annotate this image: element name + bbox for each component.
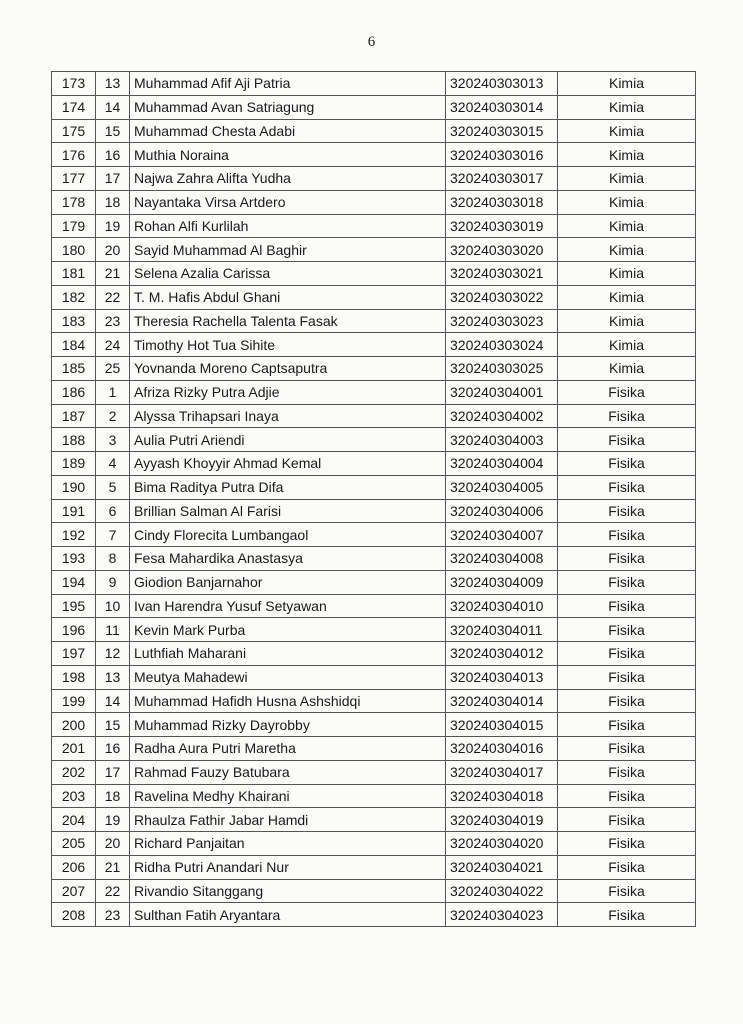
study-program-cell: Fisika (558, 760, 696, 784)
student-id-cell: 320240304023 (446, 903, 558, 927)
program-index-cell: 16 (96, 737, 130, 761)
program-index-cell: 8 (96, 547, 130, 571)
student-name-cell: Muhammad Hafidh Husna Ashshidqi (130, 689, 446, 713)
table-row (52, 665, 696, 689)
program-index-cell: 24 (96, 333, 130, 357)
study-program-cell: Kimia (558, 190, 696, 214)
student-name-cell: Rhaulza Fathir Jabar Hamdi (130, 808, 446, 832)
student-name-cell: Sayid Muhammad Al Baghir (130, 238, 446, 262)
student-id-cell: 320240304020 (446, 832, 558, 856)
student-id-cell: 320240304008 (446, 547, 558, 571)
row-number-cell: 195 (52, 594, 96, 618)
table-row (52, 879, 696, 903)
study-program-cell: Fisika (558, 903, 696, 927)
student-name-cell: Rohan Alfi Kurlilah (130, 214, 446, 238)
student-id-cell: 320240303021 (446, 262, 558, 286)
student-id-cell: 320240303014 (446, 95, 558, 119)
study-program-cell: Fisika (558, 428, 696, 452)
study-program-cell: Kimia (558, 143, 696, 167)
program-index-cell: 23 (96, 309, 130, 333)
student-id-cell: 320240304012 (446, 642, 558, 666)
row-number-cell: 178 (52, 190, 96, 214)
row-number-cell: 173 (52, 72, 96, 96)
student-name-cell: Aulia Putri Ariendi (130, 428, 446, 452)
row-number-cell: 176 (52, 143, 96, 167)
row-number-cell: 192 (52, 523, 96, 547)
study-program-cell: Kimia (558, 357, 696, 381)
student-name-cell: Timothy Hot Tua Sihite (130, 333, 446, 357)
table-row (52, 190, 696, 214)
program-index-cell: 13 (96, 72, 130, 96)
student-name-cell: Muhammad Avan Satriagung (130, 95, 446, 119)
program-index-cell: 17 (96, 167, 130, 191)
table-row (52, 737, 696, 761)
student-name-cell: Radha Aura Putri Maretha (130, 737, 446, 761)
program-index-cell: 18 (96, 190, 130, 214)
study-program-cell: Kimia (558, 238, 696, 262)
table-row (52, 452, 696, 476)
table-row (52, 808, 696, 832)
row-number-cell: 182 (52, 285, 96, 309)
student-name-cell: Brillian Salman Al Farisi (130, 499, 446, 523)
row-number-cell: 185 (52, 357, 96, 381)
study-program-cell: Fisika (558, 832, 696, 856)
student-id-cell: 320240304016 (446, 737, 558, 761)
row-number-cell: 200 (52, 713, 96, 737)
student-name-cell: Bima Raditya Putra Difa (130, 475, 446, 499)
program-index-cell: 6 (96, 499, 130, 523)
row-number-cell: 197 (52, 642, 96, 666)
program-index-cell: 23 (96, 903, 130, 927)
row-number-cell: 180 (52, 238, 96, 262)
student-id-cell: 320240303019 (446, 214, 558, 238)
table-row (52, 903, 696, 927)
student-name-cell: Luthfiah Maharani (130, 642, 446, 666)
table-row (52, 689, 696, 713)
program-index-cell: 19 (96, 214, 130, 238)
table-row (52, 855, 696, 879)
student-name-cell: Sulthan Fatih Aryantara (130, 903, 446, 927)
student-id-cell: 320240304011 (446, 618, 558, 642)
row-number-cell: 194 (52, 570, 96, 594)
study-program-cell: Fisika (558, 499, 696, 523)
study-program-cell: Fisika (558, 380, 696, 404)
study-program-cell: Fisika (558, 855, 696, 879)
row-number-cell: 206 (52, 855, 96, 879)
student-id-cell: 320240304021 (446, 855, 558, 879)
study-program-cell: Fisika (558, 452, 696, 476)
student-name-cell: T. M. Hafis Abdul Ghani (130, 285, 446, 309)
row-number-cell: 204 (52, 808, 96, 832)
program-index-cell: 22 (96, 285, 130, 309)
program-index-cell: 12 (96, 642, 130, 666)
study-program-cell: Fisika (558, 808, 696, 832)
student-name-cell: Richard Panjaitan (130, 832, 446, 856)
student-id-cell: 320240304002 (446, 404, 558, 428)
table-row (52, 333, 696, 357)
study-program-cell: Fisika (558, 404, 696, 428)
study-program-cell: Fisika (558, 547, 696, 571)
study-program-cell: Kimia (558, 119, 696, 143)
student-name-cell: Alyssa Trihapsari Inaya (130, 404, 446, 428)
student-id-cell: 320240304018 (446, 784, 558, 808)
table-row (52, 95, 696, 119)
study-program-cell: Kimia (558, 167, 696, 191)
study-program-cell: Fisika (558, 784, 696, 808)
program-index-cell: 22 (96, 879, 130, 903)
table-row (52, 404, 696, 428)
student-name-cell: Meutya Mahadewi (130, 665, 446, 689)
program-index-cell: 20 (96, 238, 130, 262)
table-row (52, 475, 696, 499)
table-row (52, 642, 696, 666)
student-id-cell: 320240303013 (446, 72, 558, 96)
student-name-cell: Rahmad Fauzy Batubara (130, 760, 446, 784)
row-number-cell: 198 (52, 665, 96, 689)
row-number-cell: 179 (52, 214, 96, 238)
study-program-cell: Fisika (558, 475, 696, 499)
study-program-cell: Fisika (558, 523, 696, 547)
student-roster-table (51, 71, 696, 927)
student-name-cell: Theresia Rachella Talenta Fasak (130, 309, 446, 333)
row-number-cell: 183 (52, 309, 96, 333)
program-index-cell: 1 (96, 380, 130, 404)
row-number-cell: 177 (52, 167, 96, 191)
program-index-cell: 21 (96, 855, 130, 879)
student-id-cell: 320240303017 (446, 167, 558, 191)
student-id-cell: 320240303022 (446, 285, 558, 309)
student-id-cell: 320240304014 (446, 689, 558, 713)
row-number-cell: 196 (52, 618, 96, 642)
student-name-cell: Muhammad Chesta Adabi (130, 119, 446, 143)
program-index-cell: 13 (96, 665, 130, 689)
program-index-cell: 25 (96, 357, 130, 381)
study-program-cell: Fisika (558, 689, 696, 713)
table-row (52, 618, 696, 642)
student-name-cell: Giodion Banjarnahor (130, 570, 446, 594)
row-number-cell: 193 (52, 547, 96, 571)
student-name-cell: Ivan Harendra Yusuf Setyawan (130, 594, 446, 618)
row-number-cell: 202 (52, 760, 96, 784)
study-program-cell: Kimia (558, 309, 696, 333)
table-row (52, 594, 696, 618)
table-row (52, 309, 696, 333)
row-number-cell: 203 (52, 784, 96, 808)
student-name-cell: Muthia Noraina (130, 143, 446, 167)
student-id-cell: 320240304004 (446, 452, 558, 476)
student-id-cell: 320240304015 (446, 713, 558, 737)
student-id-cell: 320240304010 (446, 594, 558, 618)
program-index-cell: 14 (96, 689, 130, 713)
program-index-cell: 9 (96, 570, 130, 594)
program-index-cell: 14 (96, 95, 130, 119)
table-row (52, 547, 696, 571)
table-row (52, 357, 696, 381)
table-row (52, 238, 696, 262)
student-id-cell: 320240304001 (446, 380, 558, 404)
study-program-cell: Fisika (558, 618, 696, 642)
study-program-cell: Kimia (558, 72, 696, 96)
student-name-cell: Kevin Mark Purba (130, 618, 446, 642)
student-id-cell: 320240304013 (446, 665, 558, 689)
row-number-cell: 186 (52, 380, 96, 404)
student-id-cell: 320240303015 (446, 119, 558, 143)
program-index-cell: 19 (96, 808, 130, 832)
program-index-cell: 18 (96, 784, 130, 808)
student-name-cell: Rivandio Sitanggang (130, 879, 446, 903)
row-number-cell: 190 (52, 475, 96, 499)
row-number-cell: 207 (52, 879, 96, 903)
student-id-cell: 320240304019 (446, 808, 558, 832)
program-index-cell: 11 (96, 618, 130, 642)
student-name-cell: Nayantaka Virsa Artdero (130, 190, 446, 214)
row-number-cell: 201 (52, 737, 96, 761)
program-index-cell: 15 (96, 119, 130, 143)
study-program-cell: Kimia (558, 262, 696, 286)
student-id-cell: 320240303016 (446, 143, 558, 167)
row-number-cell: 187 (52, 404, 96, 428)
program-index-cell: 3 (96, 428, 130, 452)
study-program-cell: Kimia (558, 333, 696, 357)
student-name-cell: Yovnanda Moreno Captsaputra (130, 357, 446, 381)
program-index-cell: 21 (96, 262, 130, 286)
row-number-cell: 205 (52, 832, 96, 856)
program-index-cell: 4 (96, 452, 130, 476)
table-row (52, 713, 696, 737)
student-id-cell: 320240303023 (446, 309, 558, 333)
program-index-cell: 2 (96, 404, 130, 428)
student-id-cell: 320240304007 (446, 523, 558, 547)
student-name-cell: Najwa Zahra Alifta Yudha (130, 167, 446, 191)
student-name-cell: Ravelina Medhy Khairani (130, 784, 446, 808)
row-number-cell: 199 (52, 689, 96, 713)
study-program-cell: Fisika (558, 879, 696, 903)
study-program-cell: Fisika (558, 737, 696, 761)
student-id-cell: 320240304022 (446, 879, 558, 903)
student-name-cell: Muhammad Rizky Dayrobby (130, 713, 446, 737)
row-number-cell: 208 (52, 903, 96, 927)
table-row (52, 143, 696, 167)
study-program-cell: Fisika (558, 570, 696, 594)
table-row (52, 499, 696, 523)
student-name-cell: Ayyash Khoyyir Ahmad Kemal (130, 452, 446, 476)
table-row (52, 784, 696, 808)
student-id-cell: 320240304003 (446, 428, 558, 452)
row-number-cell: 184 (52, 333, 96, 357)
study-program-cell: Kimia (558, 95, 696, 119)
table-row (52, 380, 696, 404)
row-number-cell: 189 (52, 452, 96, 476)
student-id-cell: 320240303018 (446, 190, 558, 214)
row-number-cell: 175 (52, 119, 96, 143)
program-index-cell: 20 (96, 832, 130, 856)
student-roster-body (52, 72, 696, 927)
table-row (52, 760, 696, 784)
table-row (52, 832, 696, 856)
row-number-cell: 174 (52, 95, 96, 119)
study-program-cell: Fisika (558, 594, 696, 618)
program-index-cell: 5 (96, 475, 130, 499)
table-row (52, 570, 696, 594)
student-name-cell: Selena Azalia Carissa (130, 262, 446, 286)
student-name-cell: Muhammad Afif Aji Patria (130, 72, 446, 96)
table-row (52, 285, 696, 309)
table-row (52, 262, 696, 286)
table-row (52, 119, 696, 143)
student-id-cell: 320240304005 (446, 475, 558, 499)
student-id-cell: 320240304017 (446, 760, 558, 784)
table-row (52, 523, 696, 547)
row-number-cell: 188 (52, 428, 96, 452)
study-program-cell: Fisika (558, 642, 696, 666)
student-name-cell: Cindy Florecita Lumbangaol (130, 523, 446, 547)
student-id-cell: 320240304006 (446, 499, 558, 523)
page-number: 6 (367, 34, 376, 50)
study-program-cell: Kimia (558, 285, 696, 309)
table-row (52, 214, 696, 238)
student-id-cell: 320240303020 (446, 238, 558, 262)
student-name-cell: Afriza Rizky Putra Adjie (130, 380, 446, 404)
student-id-cell: 320240304009 (446, 570, 558, 594)
student-id-cell: 320240303024 (446, 333, 558, 357)
table-row (52, 72, 696, 96)
program-index-cell: 10 (96, 594, 130, 618)
program-index-cell: 15 (96, 713, 130, 737)
study-program-cell: Fisika (558, 713, 696, 737)
program-index-cell: 17 (96, 760, 130, 784)
student-name-cell: Fesa Mahardika Anastasya (130, 547, 446, 571)
study-program-cell: Kimia (558, 214, 696, 238)
study-program-cell: Fisika (558, 665, 696, 689)
student-id-cell: 320240303025 (446, 357, 558, 381)
program-index-cell: 16 (96, 143, 130, 167)
table-row (52, 167, 696, 191)
row-number-cell: 181 (52, 262, 96, 286)
program-index-cell: 7 (96, 523, 130, 547)
student-name-cell: Ridha Putri Anandari Nur (130, 855, 446, 879)
row-number-cell: 191 (52, 499, 96, 523)
table-row (52, 428, 696, 452)
